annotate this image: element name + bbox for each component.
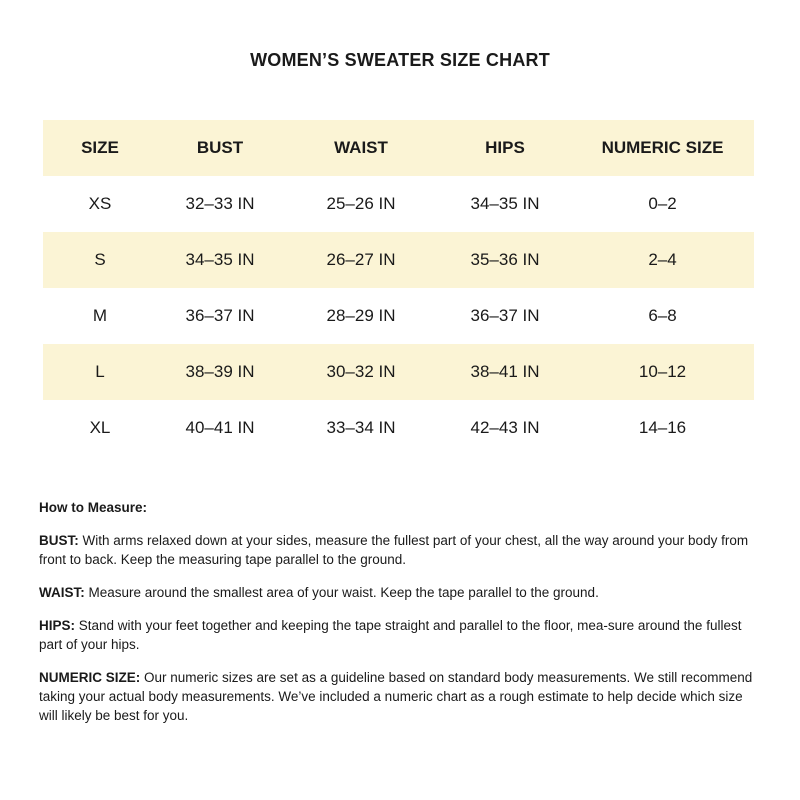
table-row: [43, 232, 754, 288]
cell-hips: 42–43 IN: [470, 418, 540, 437]
header-numeric-size: NUMERIC SIZE: [601, 138, 724, 157]
waist-text: Measure around the smallest area of your waist. Keep the tape parallel to the ground.: [88, 585, 599, 600]
cell-waist: 25–26 IN: [326, 194, 396, 213]
how-to-measure-section: [39, 498, 759, 739]
header-size: SIZE: [81, 138, 119, 157]
how-to-measure-title: How to Measure:: [39, 500, 148, 515]
cell-hips: 34–35 IN: [470, 194, 540, 213]
hips-text: Stand with your feet together and keeping the tape straight and parallel to the floor, mea-sure around the fullest part of your hips.: [39, 618, 742, 652]
size-chart-table: [43, 120, 754, 456]
table-row: [43, 344, 754, 400]
waist-term: WAIST:: [39, 585, 85, 600]
bust-text: With arms relaxed down at your sides, measure the fullest part of your chest, all the way around your body from front to back. Keep the measuring tape parallel to the ground.: [39, 533, 749, 567]
cell-numeric-size: 2–4: [648, 250, 677, 269]
cell-size: L: [95, 362, 105, 381]
hips-term: HIPS:: [39, 618, 76, 633]
cell-size: M: [92, 306, 108, 325]
cell-bust: 36–37 IN: [185, 306, 255, 325]
cell-waist: 26–27 IN: [326, 250, 396, 269]
cell-waist: 30–32 IN: [326, 362, 396, 381]
numeric-size-term: NUMERIC SIZE:: [39, 670, 141, 685]
bust-instructions: [39, 531, 759, 569]
table-header-row: [43, 120, 754, 176]
cell-size: XL: [89, 418, 111, 437]
hips-instructions: [39, 616, 759, 654]
cell-bust: 38–39 IN: [185, 362, 255, 381]
table-row: [43, 288, 754, 344]
cell-numeric-size: 10–12: [638, 362, 687, 381]
cell-hips: 35–36 IN: [470, 250, 540, 269]
cell-bust: 40–41 IN: [185, 418, 255, 437]
cell-waist: 28–29 IN: [326, 306, 396, 325]
cell-waist: 33–34 IN: [326, 418, 396, 437]
table-row: [43, 176, 754, 232]
header-bust: BUST: [196, 138, 244, 157]
header-hips: HIPS: [485, 138, 525, 157]
cell-size: XS: [88, 194, 112, 213]
cell-size: S: [94, 250, 106, 269]
numeric-size-text: Our numeric sizes are set as a guideline based on standard body measurements. We still recommend taking your actual body measurements. We’ve included a numeric chart as a rough estimate to help decide which size will likely be best for you.: [39, 670, 753, 723]
table-row: [43, 400, 754, 456]
page-title: WOMEN’S SWEATER SIZE CHART: [250, 50, 550, 70]
numeric-size-instructions: [39, 668, 759, 725]
cell-bust: 32–33 IN: [185, 194, 255, 213]
cell-hips: 38–41 IN: [470, 362, 540, 381]
cell-hips: 36–37 IN: [470, 306, 540, 325]
cell-numeric-size: 0–2: [648, 194, 677, 213]
cell-numeric-size: 6–8: [648, 306, 677, 325]
cell-numeric-size: 14–16: [638, 418, 687, 437]
waist-instructions: [39, 583, 759, 602]
bust-term: BUST:: [39, 533, 79, 548]
cell-bust: 34–35 IN: [185, 250, 255, 269]
header-waist: WAIST: [334, 138, 388, 157]
